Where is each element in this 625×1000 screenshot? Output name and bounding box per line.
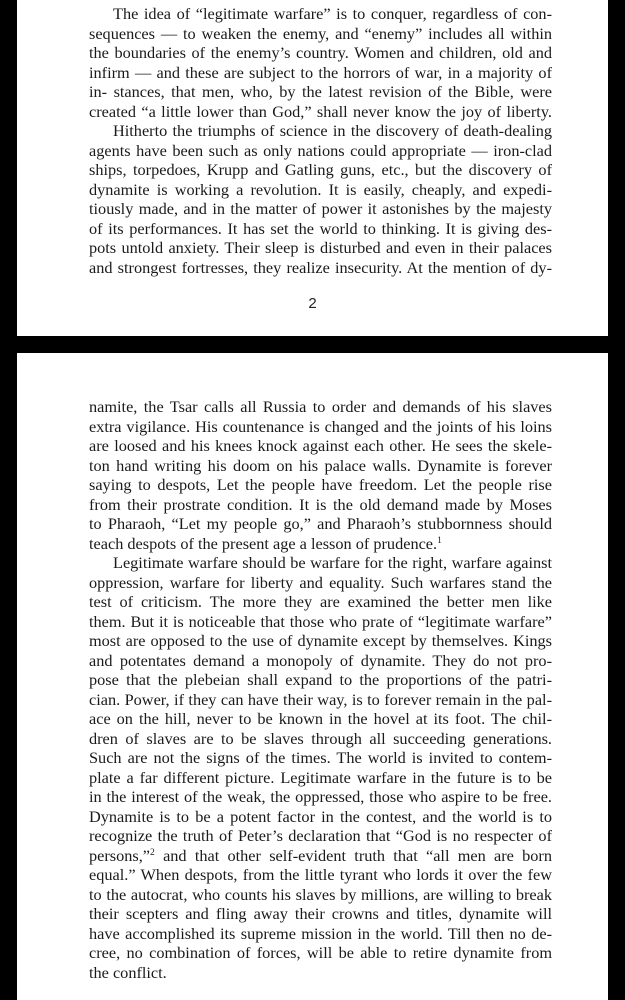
text-line: of its performances. It has set the world to thinking. It is giving des- <box>89 218 552 238</box>
text-line <box>89 534 552 554</box>
text-line: oppression, warfare for liberty and equality. Such warfares stand the <box>89 572 552 592</box>
text-segment: and that other self-evident truth that “all men are born <box>163 845 552 865</box>
text-line: them. But it is noticeable that those who prate of “legitimate warfare” <box>89 611 552 631</box>
text-line <box>89 846 552 866</box>
text-line: the conflict. <box>89 962 167 982</box>
text-line: in- stances, that men, who, by the latest revision of the Bible, were <box>89 82 552 101</box>
text-line: namite, the Tsar calls all Russia to order and demands of his slaves <box>89 397 552 416</box>
text-line: dynamite is working a revolution. It is easily, cheaply, and expedi- <box>89 179 552 199</box>
text-segment: teach despots of the present age a lesson of prudence. <box>89 533 438 553</box>
text-line: extra vigilance. His countenance is changed and the joints of his loins <box>89 416 552 436</box>
footnote-ref[interactable]: 1 <box>437 535 442 546</box>
text-line: recognize the truth of Peter’s declaration that “God is no respecter of <box>89 826 552 845</box>
page-number: 2 <box>308 295 317 312</box>
text-line: The idea of “legitimate warfare” is to conquer, regardless of con- <box>113 4 552 23</box>
text-line: Hitherto the triumphs of science in the discovery of death-dealing <box>113 121 552 140</box>
text-line: saying to despots, Let the people have freedom. Let the people rise <box>89 475 552 494</box>
text-line: plate a far different picture. Legitimate warfare in the future is to be <box>89 767 552 787</box>
text-line: infirm — and these are subject to the horrors of war, in a majority of <box>89 62 552 82</box>
page-3 <box>17 353 608 1000</box>
page-2 <box>17 0 608 336</box>
text-line: ton hand writing his doom on his palace walls. Dynamite is forever <box>89 455 552 475</box>
text-line: dren of slaves are to be slaves through all succeeding generations. <box>89 728 552 748</box>
text-line: and potentates demand a monopoly of dynamite. They do not pro- <box>89 650 552 670</box>
text-line: cree, no combination of forces, will be able to retire dynamite from <box>89 943 552 962</box>
text-line: test of criticism. The more they are examined the better men like <box>89 592 552 611</box>
text-segment: persons,” <box>89 845 151 865</box>
text-line: Legitimate warfare should be warfare for the right, warfare against <box>113 553 552 572</box>
text-line: most are opposed to the use of dynamite except by themselves. Kings <box>89 631 552 650</box>
text-line: sequences — to weaken the enemy, and “enemy” includes all within <box>89 23 552 43</box>
text-line: pose that the plebeian shall expand to the proportions of the patri- <box>89 670 552 689</box>
text-line: their scepters and fling away their crowns and titles, dynamite will <box>89 904 552 923</box>
footnote-ref[interactable]: 2 <box>150 847 155 858</box>
text-line: are loosed and his knees knock against each other. He sees the skele- <box>89 436 552 455</box>
text-line: tiously made, and in the matter of power it astonishes by the majesty <box>89 199 552 218</box>
text-line: cian. Power, if they can have their way, is to forever remain in the pal- <box>89 689 552 709</box>
text-line: Dynamite is to be a potent factor in the contest, and the world is to <box>89 806 552 826</box>
body-text-page-3 <box>89 397 552 982</box>
text-line: the boundaries of the enemy’s country. Women and children, old and <box>89 43 552 62</box>
text-line: ships, torpedoes, Krupp and Gatling guns, etc., but the discovery of <box>89 160 552 179</box>
text-line: created “a little lower than God,” shall never know the joy of liberty. <box>89 101 552 121</box>
text-line: Such are not the signs of the times. The world is invited to contem- <box>89 748 552 767</box>
text-line: agents have been such as only nations could appropriate — iron-clad <box>89 140 552 160</box>
text-line: to the autocrat, who counts his slaves by millions, are willing to break <box>89 884 552 904</box>
text-line: and strongest fortresses, they realize insecurity. At the mention of dy- <box>89 257 552 277</box>
text-line: pots untold anxiety. Their sleep is disturbed and even in their palaces <box>89 238 552 257</box>
text-line: ace on the hill, never to be known in the hovel at its foot. The chil- <box>89 709 552 728</box>
text-line: in the interest of the weak, the oppressed, those who aspire to be free. <box>89 787 552 806</box>
text-line: equal.” When despots, from the little tyrant who lords it over the few <box>89 865 552 884</box>
text-line: to Pharaoh, “Let my people go,” and Pharaoh’s stubbornness should <box>89 514 552 533</box>
body-text-page-2 <box>89 4 552 277</box>
text-line: have accomplished its supreme mission in the world. Till then no de- <box>89 923 552 943</box>
text-line: from their prostrate condition. It is the old demand made by Moses <box>89 494 552 514</box>
